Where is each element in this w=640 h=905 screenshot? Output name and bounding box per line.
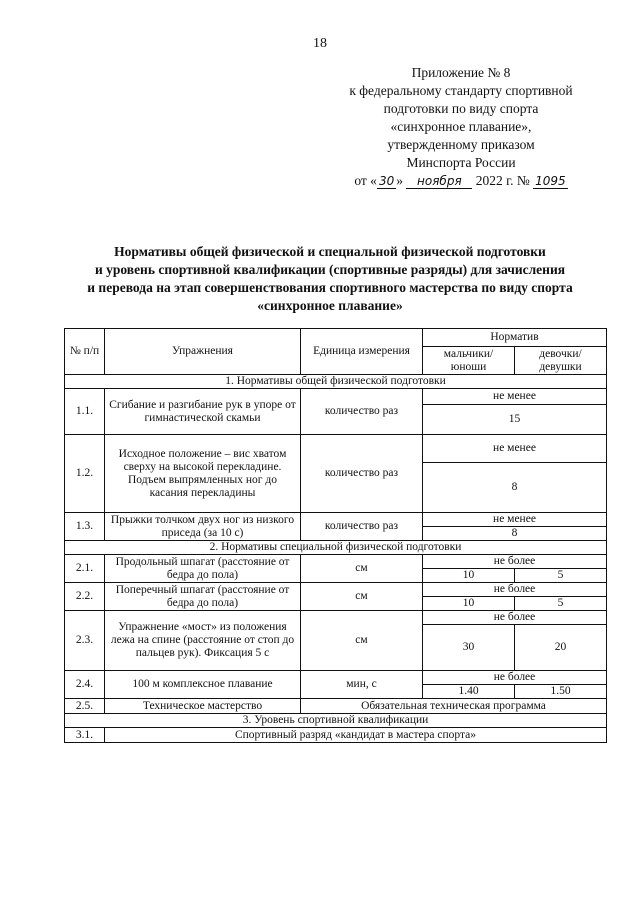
row-boys-value: 10 <box>423 569 515 583</box>
row-unit: количество раз <box>301 389 423 435</box>
header-num: № п/п <box>65 329 105 375</box>
annex-line: Минспорта России <box>406 155 516 170</box>
title-line: Нормативы общей физической и специальной физической подготовки <box>114 244 546 259</box>
date-year: 2022 г. № <box>475 173 530 188</box>
row-exercise: Поперечный шпагат (расстояние от бедра до пола) <box>105 583 301 611</box>
row-exercise: Сгибание и разгибание рук в упоре от гимнастической скамьи <box>105 389 301 435</box>
row-qualifier: не более <box>423 583 607 597</box>
header-exercise: Упражнения <box>105 329 301 375</box>
header-boys: мальчики/ юноши <box>423 347 515 375</box>
row-num: 2.3. <box>65 611 105 671</box>
page-number: 18 <box>313 36 327 51</box>
row-num: 1.2. <box>65 435 105 513</box>
row-exercise: Техническое мастерство <box>105 699 301 714</box>
annex-date-line <box>330 172 592 190</box>
row-value: 8 <box>423 527 607 541</box>
title-line: «синхронное плавание» <box>257 298 403 313</box>
row-value: 15 <box>423 405 607 435</box>
annex-line: к федеральному стандарту спортивной <box>349 83 573 98</box>
row-num: 2.2. <box>65 583 105 611</box>
row-num: 3.1. <box>65 728 105 743</box>
row-merged-value: Обязательная техническая программа <box>301 699 607 714</box>
title-line: и перевода на этап совершенствования спортивного мастерства по виду спорта <box>87 280 573 295</box>
section-header: 3. Уровень спортивной квалификации <box>65 714 607 728</box>
row-exercise: 100 м комплексное плавание <box>105 671 301 699</box>
row-qualifier: не менее <box>423 435 607 463</box>
document-title <box>40 243 620 315</box>
row-boys-value: 10 <box>423 597 515 611</box>
row-unit: количество раз <box>301 435 423 513</box>
header-norm: Норматив <box>423 329 607 347</box>
row-unit: см <box>301 611 423 671</box>
row-unit: см <box>301 583 423 611</box>
row-value: 8 <box>423 463 607 513</box>
row-exercise: Упражнение «мост» из положения лежа на спине (расстояние от стоп до пальцев рук). Фиксация 5 с <box>105 611 301 671</box>
row-qualifier: не более <box>423 555 607 569</box>
row-boys-value: 30 <box>423 625 515 671</box>
row-merged-value: Спортивный разряд «кандидат в мастера спорта» <box>105 728 607 743</box>
row-num: 1.1. <box>65 389 105 435</box>
row-num: 2.1. <box>65 555 105 583</box>
annex-line: подготовки по виду спорта <box>383 101 539 116</box>
row-boys-value: 1.40 <box>423 685 515 699</box>
row-exercise: Прыжки толчком двух ног из низкого приседа (за 10 с) <box>105 513 301 541</box>
title-line: и уровень спортивной квалификации (спортивные разряды) для зачисления <box>94 262 566 277</box>
row-girls-value: 5 <box>515 569 607 583</box>
row-unit: см <box>301 555 423 583</box>
date-day-handwritten: 30 <box>378 174 395 188</box>
row-unit: мин, с <box>301 671 423 699</box>
row-num: 2.5. <box>65 699 105 714</box>
row-girls-value: 20 <box>515 625 607 671</box>
row-qualifier: не менее <box>423 389 607 405</box>
date-mid: » <box>396 173 403 188</box>
row-qualifier: не более <box>423 611 607 625</box>
row-unit: количество раз <box>301 513 423 541</box>
section-header: 1. Нормативы общей физической подготовки <box>65 375 607 389</box>
annex-block <box>330 64 592 190</box>
norms-table <box>64 328 607 743</box>
row-qualifier: не менее <box>423 513 607 527</box>
row-girls-value: 1.50 <box>515 685 607 699</box>
header-unit: Единица измерения <box>301 329 423 375</box>
section-header: 2. Нормативы специальной физической подготовки <box>65 541 607 555</box>
order-number-handwritten: 1095 <box>535 174 566 188</box>
row-num: 1.3. <box>65 513 105 541</box>
row-qualifier: не более <box>423 671 607 685</box>
annex-line: утвержденному приказом <box>387 137 535 152</box>
date-month-handwritten: ноября <box>406 175 472 189</box>
annex-line: «синхронное плавание», <box>390 119 532 134</box>
date-prefix: от « <box>354 173 377 188</box>
header-girls: девочки/ девушки <box>515 347 607 375</box>
row-exercise: Исходное положение – вис хватом сверху на высокой перекладине. Подъем выпрямленных ног до касания перекладины <box>105 435 301 513</box>
row-num: 2.4. <box>65 671 105 699</box>
row-girls-value: 5 <box>515 597 607 611</box>
annex-line: Приложение № 8 <box>411 65 511 80</box>
row-exercise: Продольный шпагат (расстояние от бедра до пола) <box>105 555 301 583</box>
